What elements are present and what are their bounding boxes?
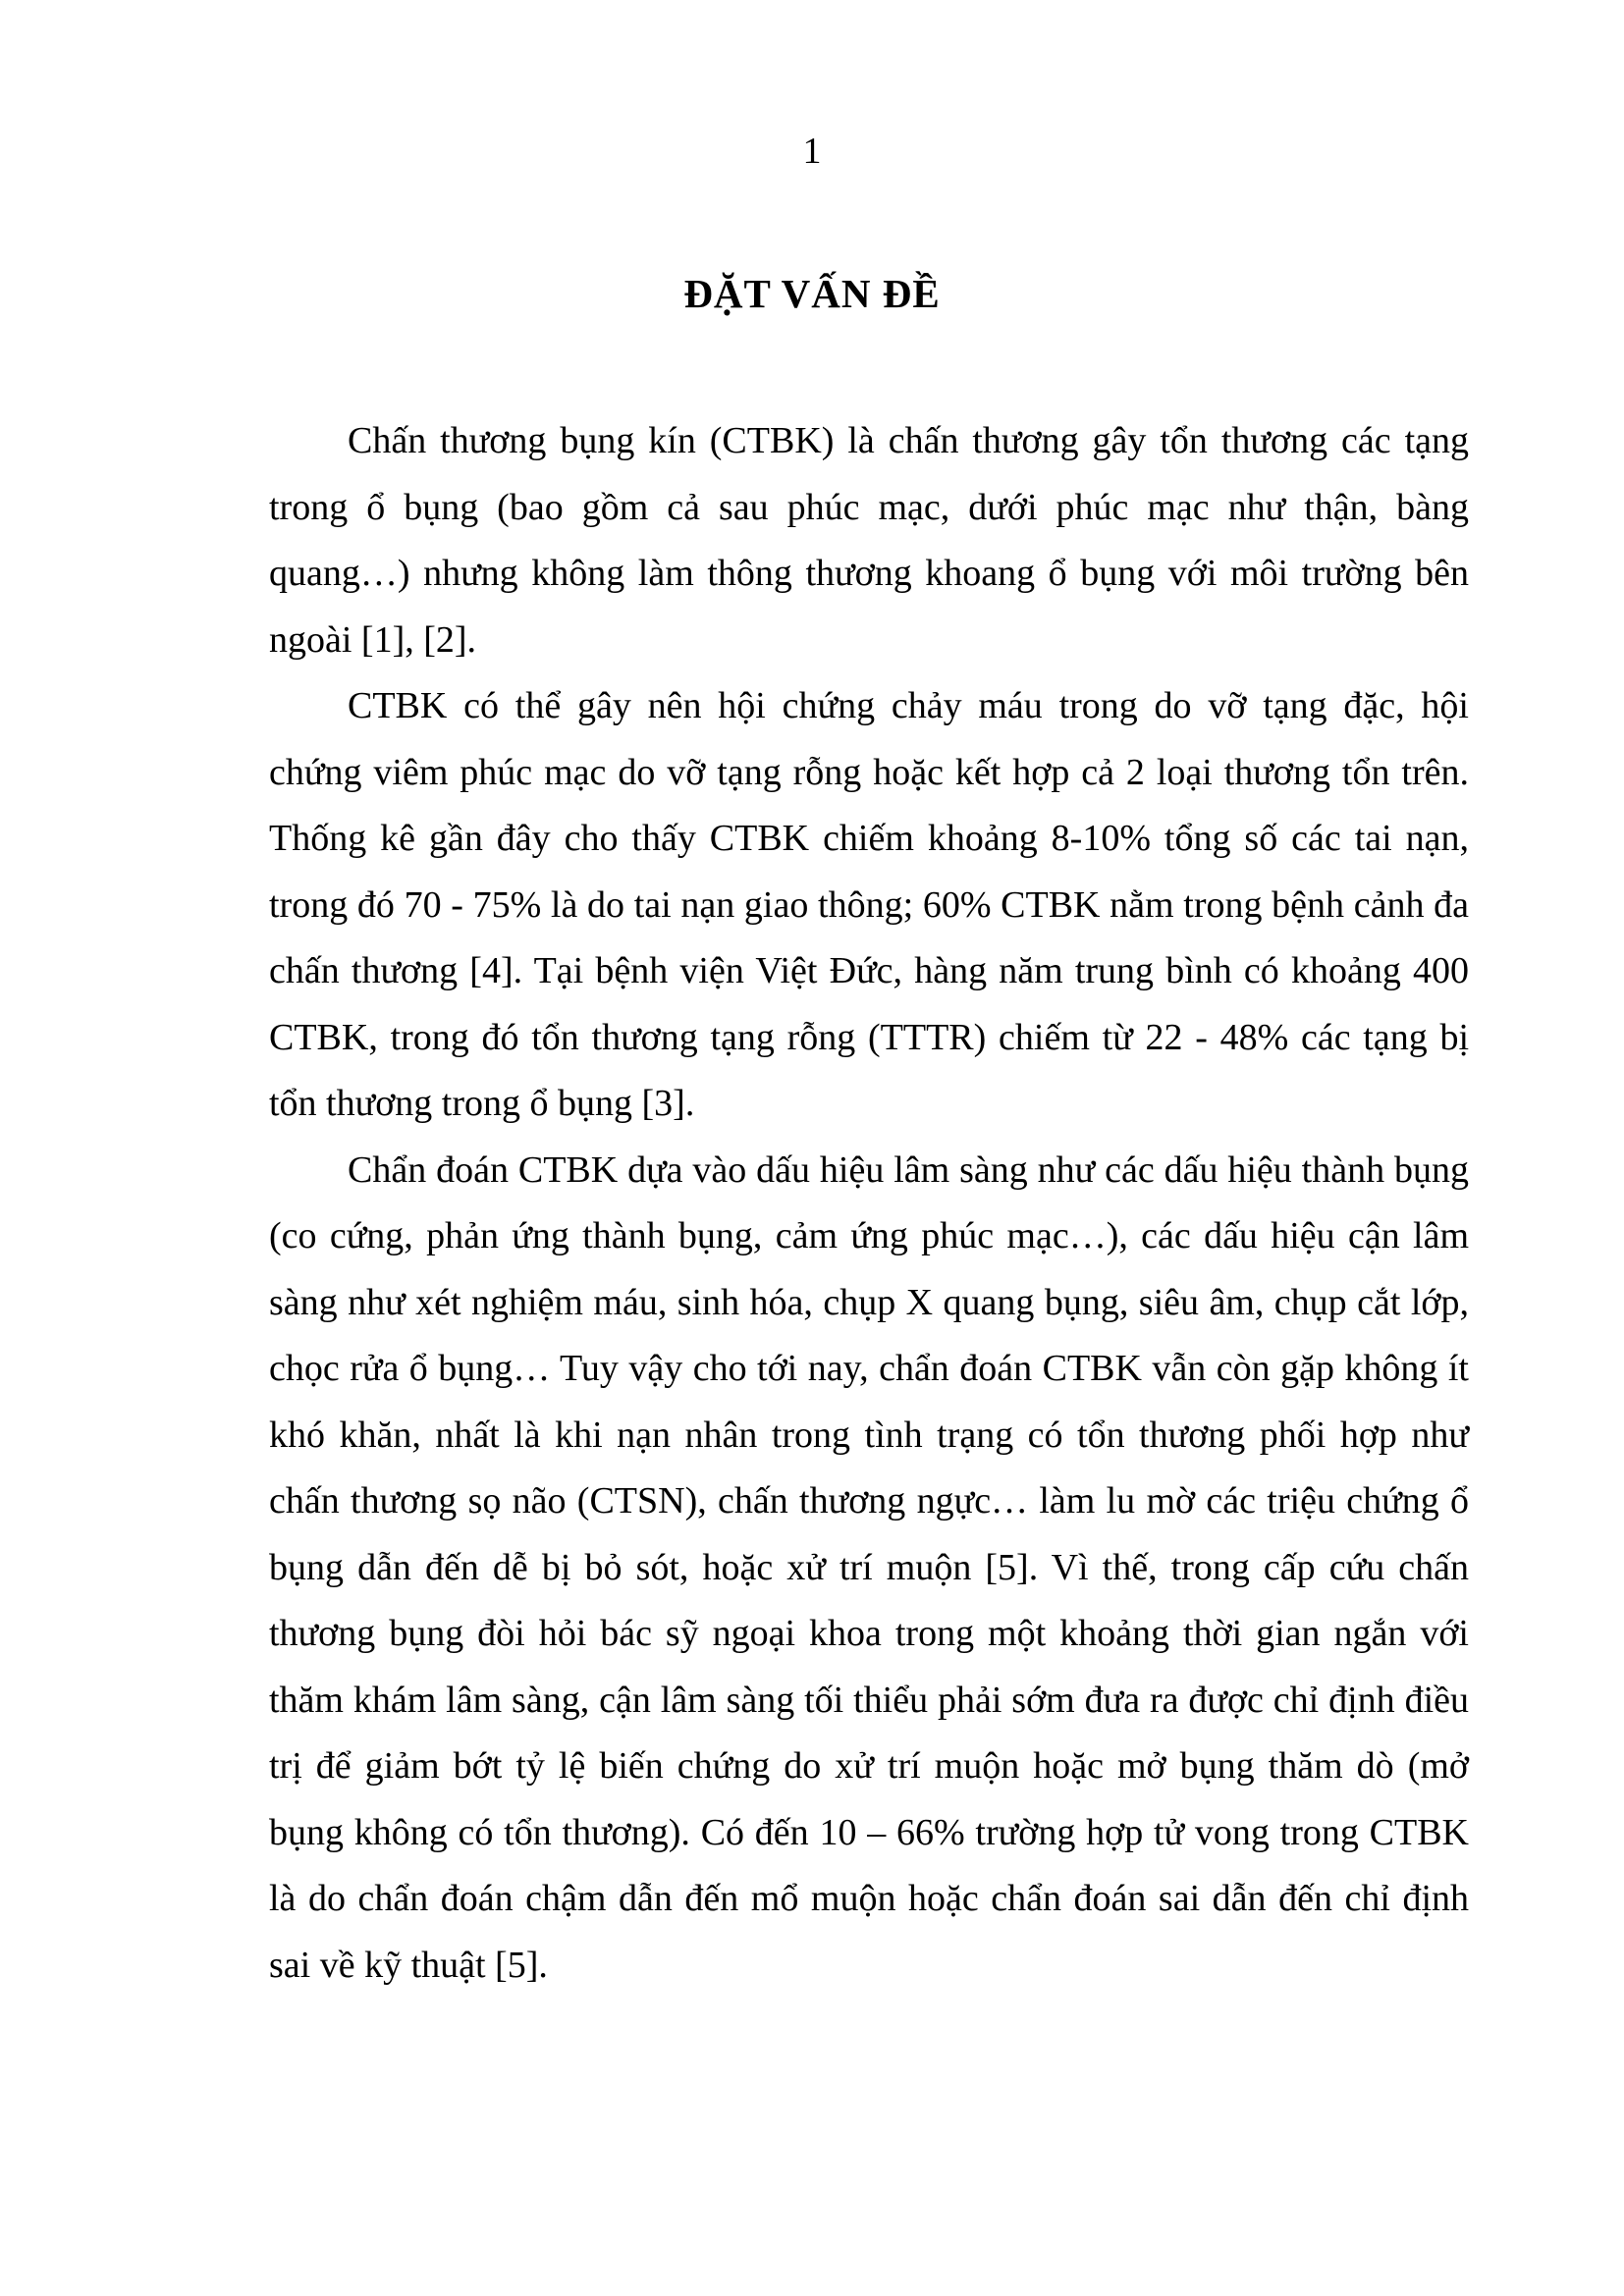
- paragraph-definition: Chấn thương bụng kín (CTBK) là chấn thương gây tổn thương các tạng trong ổ bụng (bao gồm cả sau phúc mạc, dưới phúc mạc như thận, bàng quang…) nhưng không làm thông thương khoang ổ bụng với môi trường bên ngoài [1], [2].: [269, 420, 1469, 661]
- page-title: ĐẶT VẤN ĐỀ: [683, 271, 941, 316]
- body-text: [269, 408, 1469, 1999]
- paragraph-statistics: CTBK có thể gây nên hội chứng chảy máu trong do vỡ tạng đặc, hội chứng viêm phúc mạc do vỡ tạng rỗng hoặc kết hợp cả 2 loại thương tổn trên. Thống kê gần đây cho thấy CTBK chiếm khoảng 8-10% tổng số các tai nạn, trong đó 70 - 75% là do tai nạn giao thông; 60% CTBK nằm trong bệnh cảnh đa chấn thương [4]. Tại bệnh viện Việt Đức, hàng năm trung bình có khoảng 400 CTBK, trong đó tổn thương tạng rỗng (TTTR) chiếm từ 22 - 48% các tạng bị tổn thương trong ổ bụng [3].: [269, 685, 1469, 1124]
- paragraph-diagnosis: Chẩn đoán CTBK dựa vào dấu hiệu lâm sàng như các dấu hiệu thành bụng (co cứng, phản ứng thành bụng, cảm ứng phúc mạc…), các dấu hiệu cận lâm sàng như xét nghiệm máu, sinh hóa, chụp X quang bụng, siêu âm, chụp cắt lớp, chọc rửa ổ bụng… Tuy vậy cho tới nay, chẩn đoán CTBK vẫn còn gặp không ít khó khăn, nhất là khi nạn nhân trong tình trạng có tổn thương phối hợp như chấn thương sọ não (CTSN), chấn thương ngực… làm lu mờ các triệu chứng ổ bụng dẫn đến dễ bị bỏ sót, hoặc xử trí muộn [5]. Vì thế, trong cấp cứu chấn thương bụng đòi hỏi bác sỹ ngoại khoa trong một khoảng thời gian ngắn với thăm khám lâm sàng, cận lâm sàng tối thiểu phải sớm đưa ra được chỉ định điều trị để giảm bớt tỷ lệ biến chứng do xử trí muộn hoặc mở bụng thăm dò (mở bụng không có tổn thương). Có đến 10 – 66% trường hợp tử vong trong CTBK là do chẩn đoán chậm dẫn đến mổ muộn hoặc chẩn đoán sai dẫn đến chỉ định sai về kỹ thuật [5].: [269, 1148, 1469, 1986]
- page-number: 1: [802, 131, 822, 172]
